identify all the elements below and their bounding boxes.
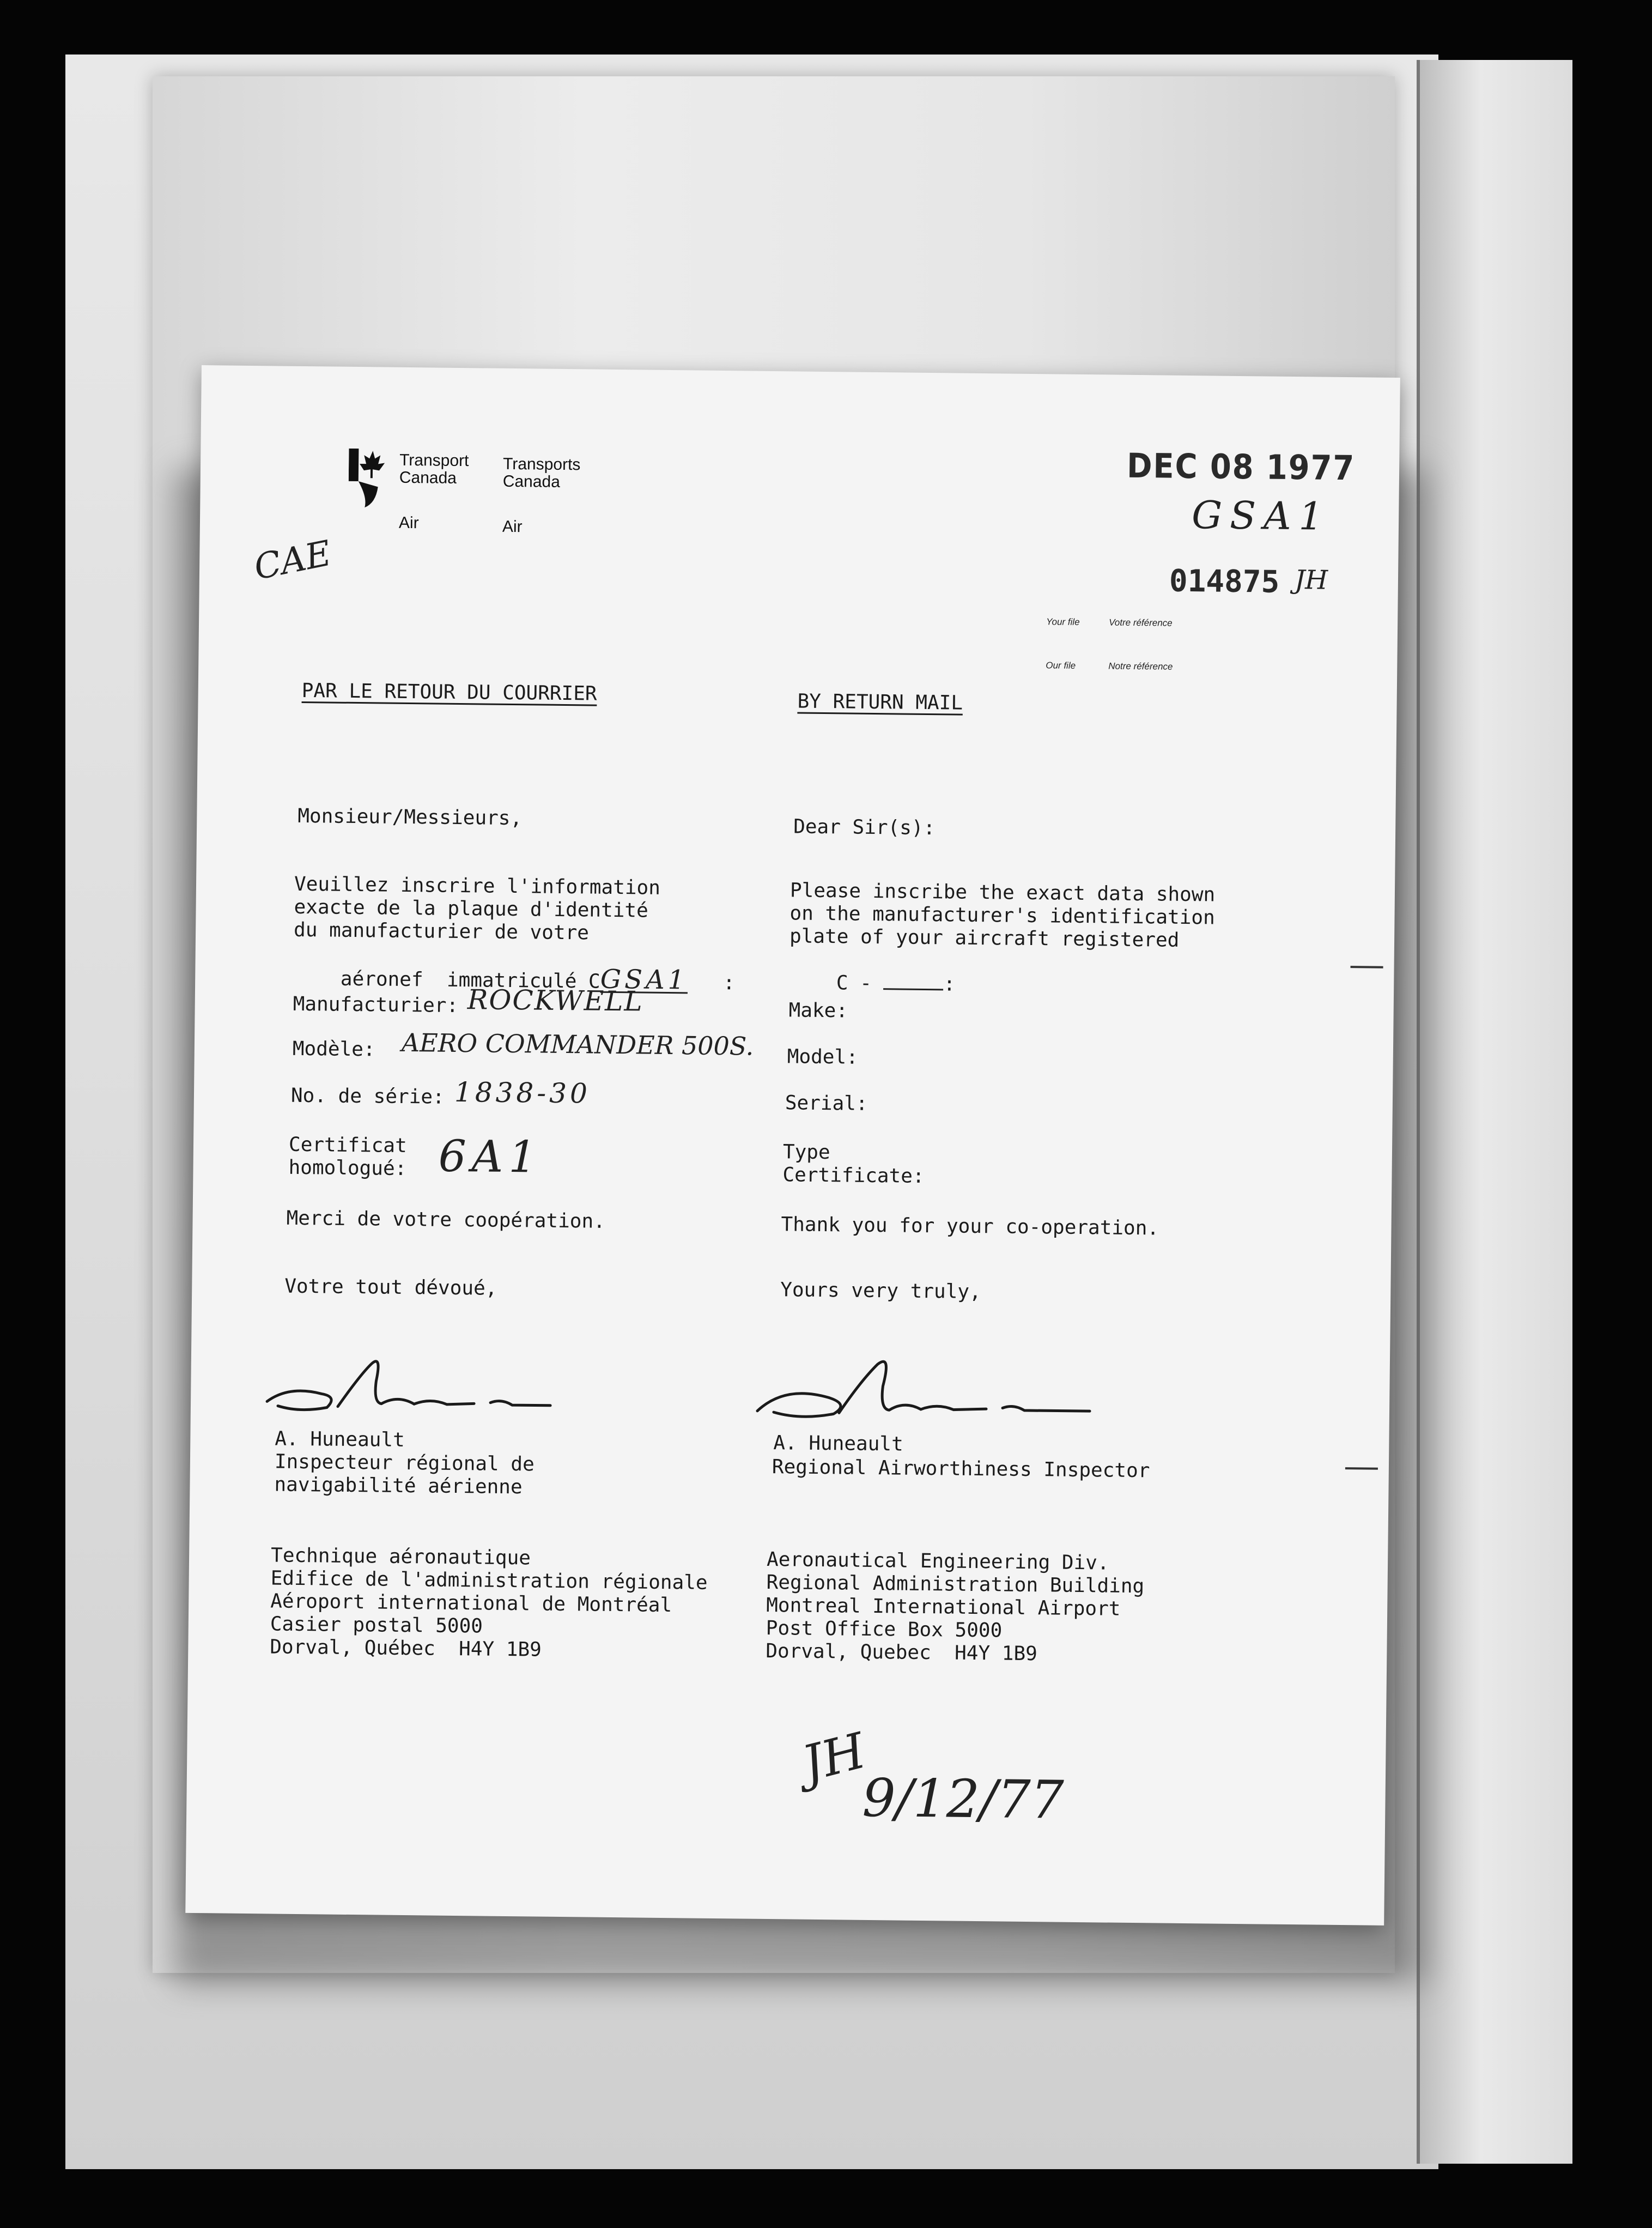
cert-label-en-line-1: Type	[782, 1141, 830, 1164]
our-file-label-fr: Notre référence	[1108, 661, 1173, 672]
file-number-initials: JH	[1294, 565, 1328, 596]
heading-fr: PAR LE RETOUR DU COURRIER	[301, 679, 597, 705]
address-en-line-4: Post Office Box 5000	[766, 1616, 1003, 1642]
serial-label-en: Serial:	[785, 1092, 868, 1115]
backing-board-edge	[1417, 60, 1572, 2164]
our-file-label: Our file	[1046, 660, 1076, 671]
signature-fr	[256, 1341, 562, 1426]
registration-handwritten: GSA1	[600, 964, 688, 996]
cert-label-fr-line-1: Certificat	[288, 1133, 407, 1158]
address-en-line-2: Regional Administration Building	[766, 1571, 1145, 1598]
body-fr-line-4-text: aéronef immatriculé C	[340, 967, 600, 993]
margin-note: CAE	[251, 533, 335, 589]
body-en-line-1: Please inscribe the exact data shown	[789, 879, 1216, 906]
closing-fr: Votre tout dévoué,	[284, 1275, 497, 1300]
cert-label-en-line-2: Certificate:	[782, 1164, 925, 1188]
bottom-initials: JH	[797, 1722, 872, 1793]
body-fr-line-4-end: :	[722, 972, 736, 995]
address-en-line-1: Aeronautical Engineering Div.	[766, 1548, 1109, 1575]
date-stamp: DEC 08 1977	[1126, 445, 1356, 488]
signature-en-icon	[741, 1346, 1102, 1432]
address-fr-line-1: Technique aéronautique	[270, 1544, 531, 1570]
canada-flag-icon	[348, 449, 387, 509]
cert-label-fr-line-2: homologué:	[288, 1156, 407, 1180]
address-en-line-3: Montreal International Airport	[766, 1594, 1121, 1620]
signatory-name-en: A. Huneault	[773, 1432, 903, 1456]
signature-fr-icon	[256, 1341, 562, 1426]
address-fr-line-5: Dorval, Québec H4Y 1B9	[270, 1636, 542, 1661]
org-name-fr: Transports Canada	[502, 455, 581, 491]
body-fr-line-1: Veuillez inscrire l'information	[294, 873, 661, 899]
model-label-fr: Modèle:	[292, 1037, 375, 1061]
thanks-en: Thank you for your co-operation.	[781, 1213, 1159, 1240]
cert-handwritten: 6A1	[438, 1130, 542, 1183]
margin-tick-bottom	[1345, 1467, 1378, 1470]
body-fr-line-3: du manufacturier de votre	[293, 918, 590, 945]
margin-tick-top	[1351, 966, 1383, 968]
handwritten-registration-top: GSA1	[1191, 493, 1331, 539]
division-fr: Air	[502, 517, 523, 536]
body-en-line-2: on the manufacturer's identification	[789, 902, 1215, 929]
body-fr-line-2: exacte de la plaque d'identité	[294, 895, 648, 922]
make-handwritten: ROCKWELL	[467, 984, 643, 1018]
signatory-title-fr-line-1: Inspecteur régional de	[274, 1450, 535, 1476]
address-fr-line-4: Casier postal 5000	[270, 1613, 483, 1638]
signatory-name-fr: A. Huneault	[275, 1427, 405, 1452]
body-en-line-4-text: C -	[836, 972, 884, 995]
address-fr-line-3: Aéroport international de Montréal	[270, 1590, 672, 1617]
make-label-en: Make:	[788, 999, 848, 1022]
bottom-date: 9/12/77	[861, 1767, 1065, 1831]
address-fr-line-2: Edifice de l'administration régionale	[270, 1567, 708, 1594]
canada-logo	[348, 449, 387, 509]
body-en-line-3: plate of your aircraft registered	[789, 925, 1180, 952]
closing-en: Yours very truly,	[780, 1279, 981, 1304]
model-label-en: Model:	[787, 1045, 859, 1069]
model-handwritten: AERO COMMANDER 500S.	[401, 1027, 754, 1061]
body-en-line-4-end: :	[943, 973, 956, 996]
signatory-title-en: Regional Airworthiness Inspector	[772, 1456, 1150, 1482]
org-name-en: Transport Canada	[399, 451, 469, 487]
your-file-label: Your file	[1046, 616, 1080, 627]
division-en: Air	[398, 513, 419, 532]
your-file-label-fr: Votre référence	[1109, 617, 1173, 628]
registration-blank	[883, 972, 943, 990]
address-en-line-5: Dorval, Quebec H4Y 1B9	[766, 1639, 1038, 1666]
make-label-fr: Manufacturier:	[293, 992, 459, 1017]
signatory-title-fr-line-2: navigabilité aérienne	[274, 1473, 523, 1499]
salutation-fr: Monsieur/Messieurs,	[297, 804, 523, 830]
file-number-stamp: 014875	[1169, 563, 1280, 600]
thanks-fr: Merci de votre coopération.	[286, 1207, 606, 1233]
serial-label-fr: No. de série:	[290, 1084, 445, 1109]
salutation-en: Dear Sir(s):	[793, 815, 936, 840]
heading-en: BY RETURN MAIL	[797, 690, 963, 715]
letter-page	[185, 365, 1400, 1926]
serial-handwritten: 1838-30	[454, 1076, 591, 1110]
signature-en	[741, 1346, 1102, 1432]
